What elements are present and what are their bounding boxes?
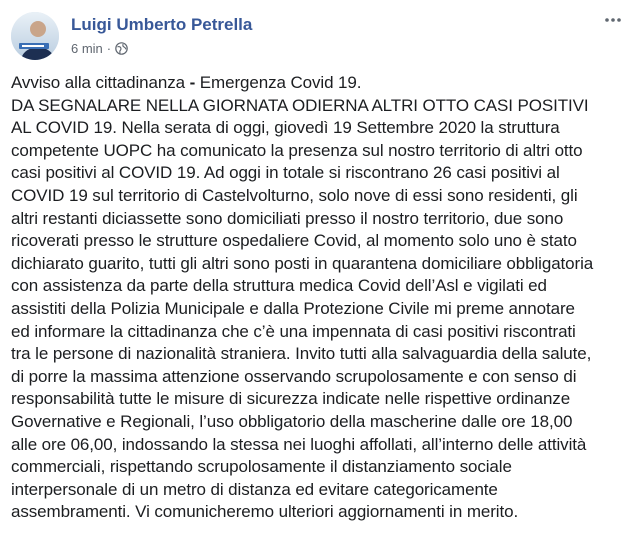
post-message-subject: Emergenza Covid 19.	[195, 73, 362, 92]
post-message-dash: -	[189, 73, 196, 92]
post-message	[11, 72, 619, 524]
post-author-name[interactable]: Luigi Umberto Petrella	[71, 15, 253, 34]
post-header	[11, 8, 625, 62]
avatar-image	[11, 12, 59, 60]
meta-separator: ·	[106, 41, 112, 56]
post-meta	[71, 41, 128, 56]
post-message-intro: Avviso alla cittadinanza	[11, 73, 190, 92]
more-options-icon[interactable]	[601, 8, 625, 32]
post-timestamp[interactable]: 6 min	[71, 41, 103, 56]
post-message-body: DA SEGNALARE NELLA GIORNATA ODIERNA ALTRI OTTO CASI POSITIVI AL COVID 19. Nella serata di oggi, giovedì 19 Settembre 2020 la struttura competente UOPC ha comunicato la presenza sul nostro territorio di altri otto casi positivi al COVID 19. Ad oggi in totale si riscontrano 26 casi positivi al COVID 19 sul territorio di Castelvolturno, solo nove di essi sono residenti, gli altri restanti diciassette sono domiciliati presso il nostro territorio, due sono ricoverati presso le strutture ospedaliere Covid, al momento solo uno è stato dichiarato guarito, tutti gli altri sono posti in quarantena domiciliare obbligatoria con assistenza da parte della struttura medica Covid dell’Asl e vigilati ed assistiti della Polizia Municipale e dalla Protezione Civile mi preme annotare ed informare la cittadinanza che c’è una impennata di casi positivi riscontrati tra le persone di nazionalità straniera. Invito tutti alla salvaguardia della salute, di porre la massima attenzione osservando scrupolosamente e con senso di responsabilità tutte le misure di sicurezza indicate nelle rispettive ordinanze Governative e Regionali, l’uso obbligatorio della mascherine dalle ore 18,00 alle ore 06,00, indossando la stessa nei luoghi affollati, all’interno delle attività commerciali, rispettando scrupolosamente il distanziamento sociale interpersonale di un metro di distanza ed evitare categoricamente assembramenti. Vi comunicheremo ulteriori aggiornamenti in merito.	[11, 95, 594, 522]
post-message-first-line	[11, 73, 361, 92]
globe-icon[interactable]	[115, 42, 128, 55]
profile-avatar[interactable]	[11, 12, 59, 60]
